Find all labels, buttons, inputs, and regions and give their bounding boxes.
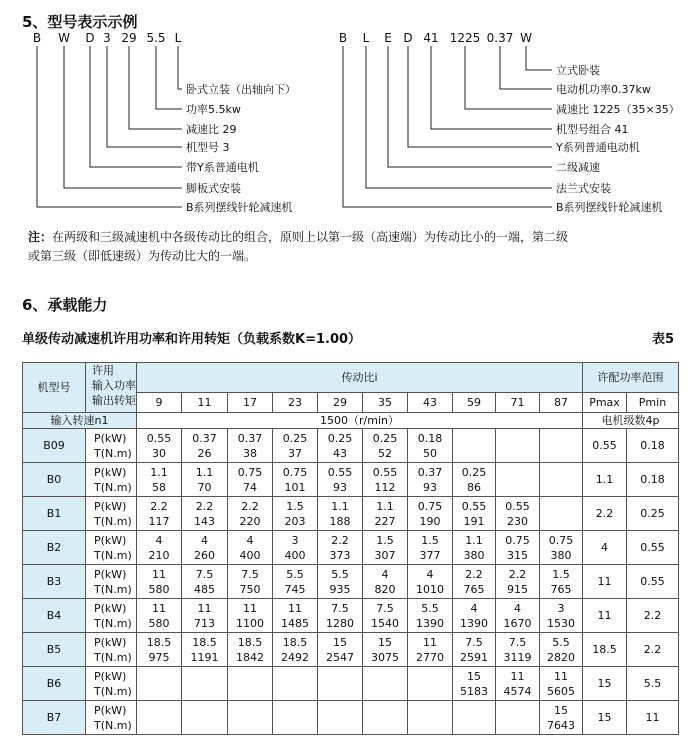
code-meaning-label: 立式卧装 (556, 64, 600, 77)
pt-label-cell: P(kW) T(N.m) (86, 565, 137, 599)
value-cell: 1.5 377 (408, 531, 453, 565)
model-cell: B09 (23, 429, 86, 463)
pt-label-cell: P(kW) T(N.m) (86, 429, 137, 463)
pmax-cell: 15 (583, 701, 627, 735)
code-meaning-label: 减速比 29 (186, 123, 237, 136)
code-letter: W (520, 31, 532, 45)
value-cell: 4 820 (363, 565, 408, 599)
code-letter: D (403, 31, 413, 45)
ratio-cell: 87 (540, 393, 583, 413)
value-cell (496, 463, 540, 497)
value-cell: 0.25 52 (363, 429, 408, 463)
model-cell: B7 (23, 701, 86, 735)
table-row (23, 633, 679, 667)
code-meaning-label: 机型号 3 (186, 141, 230, 154)
value-cell: 11 1485 (273, 599, 318, 633)
ratio-cell: 59 (453, 393, 496, 413)
input-speed-value: 1500（r/min） (137, 413, 583, 429)
model-cell: B2 (23, 531, 86, 565)
code-meaning-label: 卧式立装（出轴向下） (186, 83, 296, 96)
pmin-cell: 2.2 (627, 633, 679, 667)
value-cell: 18.5 975 (137, 633, 182, 667)
code-meaning-label: 电动机功率0.37kw (556, 83, 651, 96)
value-cell: 1.5 765 (540, 565, 583, 599)
value-cell: 11 5605 (540, 667, 583, 701)
value-cell: 4 210 (137, 531, 182, 565)
value-cell: 11 2770 (408, 633, 453, 667)
header-allow: 许用 输入功率 输出转矩 (86, 363, 137, 413)
pmin-cell: 0.55 (627, 531, 679, 565)
ratio-cell: 35 (363, 393, 408, 413)
value-cell (273, 667, 318, 701)
value-cell (137, 667, 182, 701)
model-cell: B5 (23, 633, 86, 667)
pmin-cell: 2.2 (627, 599, 679, 633)
code-letter: 5.5 (146, 31, 166, 45)
value-cell: 11 4574 (496, 667, 540, 701)
value-cell: 11 1100 (228, 599, 273, 633)
value-cell: 0.55 230 (496, 497, 540, 531)
value-cell: 0.25 43 (318, 429, 363, 463)
value-cell: 7.5 1540 (363, 599, 408, 633)
value-cell: 5.5 1390 (408, 599, 453, 633)
value-cell: 1.1 58 (137, 463, 182, 497)
code-meaning-label: B系列摆线针轮减速机 (186, 201, 293, 214)
ratio-cell: 71 (496, 393, 540, 413)
value-cell: 4 1010 (408, 565, 453, 599)
pmax-cell: 4 (583, 531, 627, 565)
value-cell: 0.75 101 (273, 463, 318, 497)
value-cell: 15 7643 (540, 701, 583, 735)
table-number: 表5 (652, 332, 675, 347)
value-cell (318, 667, 363, 701)
pmin-cell: 0.55 (627, 565, 679, 599)
value-cell (453, 429, 496, 463)
value-cell: 1.1 227 (363, 497, 408, 531)
pmax-header: Pmax (583, 393, 627, 413)
table-row (23, 497, 679, 531)
value-cell: 0.55 30 (137, 429, 182, 463)
model-cell: B3 (23, 565, 86, 599)
value-cell: 3 400 (273, 531, 318, 565)
pt-label-cell: P(kW) T(N.m) (86, 531, 137, 565)
value-cell (228, 701, 273, 735)
value-cell (453, 701, 496, 735)
pmin-cell: 0.25 (627, 497, 679, 531)
value-cell (182, 667, 228, 701)
model-cell: B6 (23, 667, 86, 701)
code-letter: E (384, 31, 392, 45)
pmax-cell: 0.55 (583, 429, 627, 463)
value-cell: 15 5183 (453, 667, 496, 701)
code-meaning-label: 减速比 1225（35×35） (556, 103, 680, 116)
note-line-1: 在两级和三级减速机中各级传动比的组合，原则上以第一级（高速端）为传动比小的一端，第二级 (52, 230, 569, 244)
code-meaning-label: 脚板式安装 (186, 182, 241, 195)
value-cell: 1.5 203 (273, 497, 318, 531)
value-cell: 0.55 93 (318, 463, 363, 497)
table-row (23, 701, 679, 735)
ratio-cell: 43 (408, 393, 453, 413)
code-letter: 29 (121, 31, 137, 45)
value-cell: 4 260 (182, 531, 228, 565)
section-6-title: 6、承载能力 (22, 296, 108, 314)
table-row (23, 531, 679, 565)
value-cell: 1.1 70 (182, 463, 228, 497)
value-cell: 0.75 74 (228, 463, 273, 497)
value-cell (408, 701, 453, 735)
value-cell: 3 1530 (540, 599, 583, 633)
pmax-cell: 15 (583, 667, 627, 701)
value-cell: 7.5 1280 (318, 599, 363, 633)
value-cell (273, 701, 318, 735)
value-cell: 4 400 (228, 531, 273, 565)
value-cell (137, 701, 182, 735)
value-cell: 1.1 380 (453, 531, 496, 565)
value-cell: 1.5 307 (363, 531, 408, 565)
code-meaning-label: 二级减速 (556, 161, 600, 174)
value-cell: 2.2 117 (137, 497, 182, 531)
value-cell: 0.25 86 (453, 463, 496, 497)
value-cell: 5.5 935 (318, 565, 363, 599)
code-meaning-label: 法兰式安装 (556, 182, 611, 195)
model-cell: B4 (23, 599, 86, 633)
pmin-cell: 11 (627, 701, 679, 735)
value-cell: 0.75 315 (496, 531, 540, 565)
ratio-cell: 17 (228, 393, 273, 413)
value-cell (363, 701, 408, 735)
pmin-cell: 0.18 (627, 463, 679, 497)
value-cell: 2.2 143 (182, 497, 228, 531)
note-line-2: 或第三级（即低速级）为传动比大的一端。 (28, 249, 257, 263)
value-cell (540, 429, 583, 463)
value-cell: 2.2 765 (453, 565, 496, 599)
pmax-cell: 1.1 (583, 463, 627, 497)
value-cell: 7.5 2591 (453, 633, 496, 667)
value-cell: 7.5 485 (182, 565, 228, 599)
pt-label-cell: P(kW) T(N.m) (86, 667, 137, 701)
value-cell: 5.5 2820 (540, 633, 583, 667)
value-cell: 18.5 1842 (228, 633, 273, 667)
load-capacity-table (22, 362, 679, 735)
value-cell: 0.18 50 (408, 429, 453, 463)
code-letter: W (58, 31, 70, 45)
value-cell: 15 2547 (318, 633, 363, 667)
pmin-cell: 5.5 (627, 667, 679, 701)
code-letter: D (85, 31, 95, 45)
note-label: 注： (28, 230, 53, 244)
input-speed-label: 输入转速n1 (23, 413, 137, 429)
ratio-cell: 23 (273, 393, 318, 413)
value-cell: 11 580 (137, 599, 182, 633)
value-cell: 0.55 191 (453, 497, 496, 531)
value-cell: 15 3075 (363, 633, 408, 667)
ratio-cell: 29 (318, 393, 363, 413)
value-cell: 4 1670 (496, 599, 540, 633)
table-row (23, 599, 679, 633)
code-meaning-label: 功率5.5kw (186, 103, 241, 116)
value-cell: 0.75 380 (540, 531, 583, 565)
header-power-range: 许配功率范围 (583, 363, 679, 393)
code-letter: 3 (103, 31, 111, 45)
value-cell: 0.37 93 (408, 463, 453, 497)
value-cell: 0.37 26 (182, 429, 228, 463)
code-letter: L (362, 31, 370, 45)
code-meaning-label: 机型号组合 41 (556, 123, 629, 136)
code-letter: 1225 (449, 31, 481, 45)
header-ratio: 传动比i (137, 363, 583, 393)
value-cell: 0.55 112 (363, 463, 408, 497)
value-cell (318, 701, 363, 735)
ratio-cell: 9 (137, 393, 182, 413)
value-cell: 0.37 38 (228, 429, 273, 463)
value-cell: 2.2 373 (318, 531, 363, 565)
code-meaning-label: 带Y系普通电机 (186, 161, 259, 174)
value-cell: 2.2 220 (228, 497, 273, 531)
value-cell (182, 701, 228, 735)
value-cell: 18.5 1191 (182, 633, 228, 667)
pmin-header: Pmin (627, 393, 679, 413)
value-cell: 7.5 750 (228, 565, 273, 599)
value-cell (540, 463, 583, 497)
pmax-cell: 2.2 (583, 497, 627, 531)
table-row (23, 429, 679, 463)
code-letter: B (32, 31, 42, 45)
table-caption: 单级传动减速机许用功率和许用转矩（负载系数K=1.00） (22, 332, 362, 347)
value-cell (228, 667, 273, 701)
code-meaning-label: B系列摆线针轮减速机 (556, 201, 663, 214)
value-cell: 18.5 2492 (273, 633, 318, 667)
value-cell: 2.2 915 (496, 565, 540, 599)
table-row (23, 667, 679, 701)
value-cell: 0.75 190 (408, 497, 453, 531)
section-5-title: 5、型号表示示例 (22, 13, 138, 31)
pt-label-cell: P(kW) T(N.m) (86, 599, 137, 633)
pmax-cell: 11 (583, 565, 627, 599)
pt-label-cell: P(kW) T(N.m) (86, 701, 137, 735)
value-cell: 4 1390 (453, 599, 496, 633)
code-letter: 0.37 (486, 31, 514, 45)
table-row (23, 565, 679, 599)
code-letter: B (338, 31, 348, 45)
value-cell: 7.5 3119 (496, 633, 540, 667)
ratio-cell: 11 (182, 393, 228, 413)
pt-label-cell: P(kW) T(N.m) (86, 497, 137, 531)
value-cell (540, 497, 583, 531)
note-paragraph (28, 228, 568, 266)
model-cell: B1 (23, 497, 86, 531)
value-cell (496, 701, 540, 735)
pt-label-cell: P(kW) T(N.m) (86, 463, 137, 497)
value-cell: 1.1 188 (318, 497, 363, 531)
code-letter: 41 (423, 31, 439, 45)
value-cell (496, 429, 540, 463)
value-cell: 11 580 (137, 565, 182, 599)
value-cell: 5.5 745 (273, 565, 318, 599)
value-cell (408, 667, 453, 701)
value-cell (363, 667, 408, 701)
value-cell: 0.25 37 (273, 429, 318, 463)
value-cell: 11 713 (182, 599, 228, 633)
code-meaning-label: Y系列普通电动机 (556, 141, 640, 154)
model-cell: B0 (23, 463, 86, 497)
code-letter: L (174, 31, 182, 45)
pmax-cell: 11 (583, 599, 627, 633)
pt-label-cell: P(kW) T(N.m) (86, 633, 137, 667)
header-model: 机型号 (23, 363, 86, 413)
pmin-cell: 0.18 (627, 429, 679, 463)
motor-poles: 电机级数4p (583, 413, 679, 429)
table-row (23, 463, 679, 497)
pmax-cell: 18.5 (583, 633, 627, 667)
